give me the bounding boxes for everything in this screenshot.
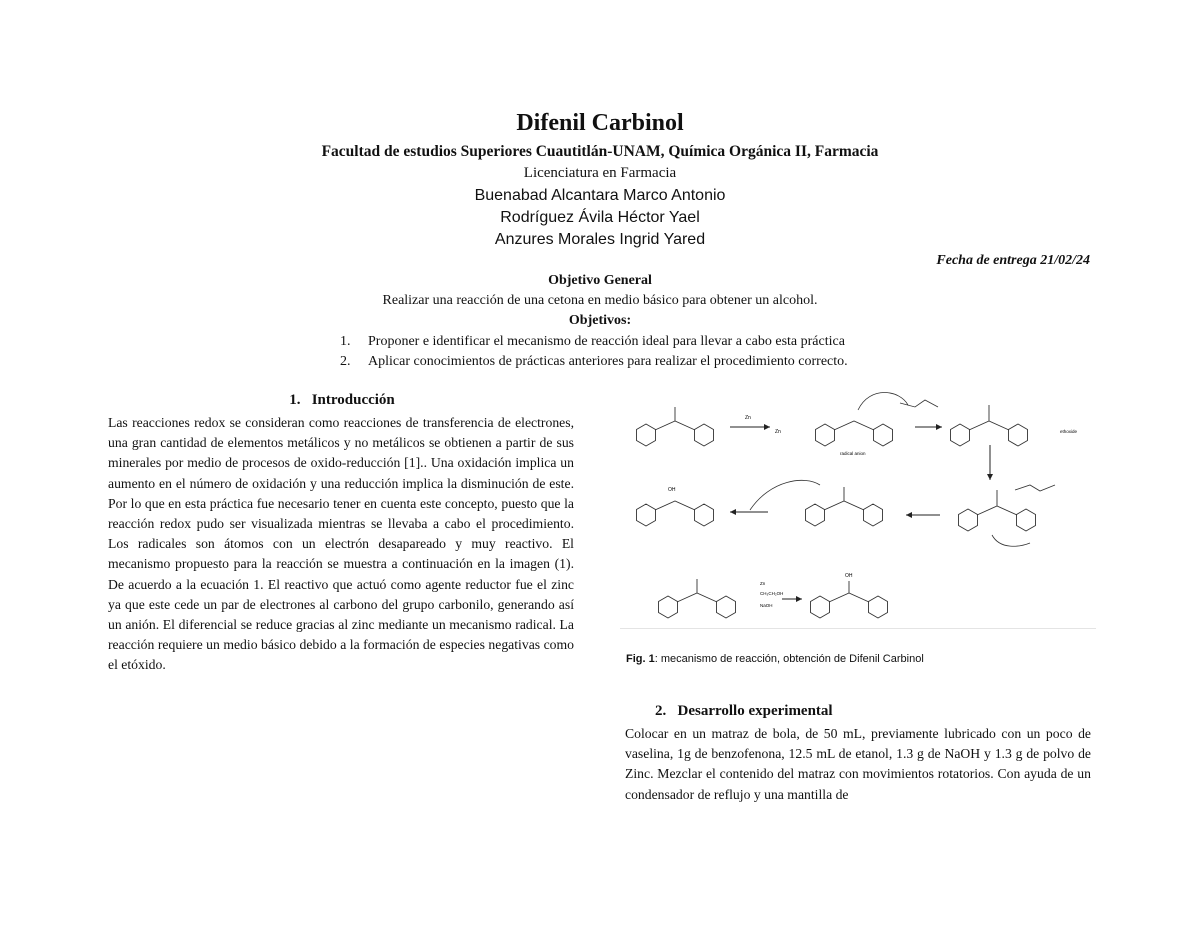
author-2: Rodríguez Ávila Héctor Yael	[500, 209, 700, 226]
electron-arrow	[858, 393, 908, 411]
alkoxide-structure	[951, 405, 1028, 446]
figure-caption: Fig. 1: mecanismo de reacción, obtención de Difenil Carbinol	[626, 653, 924, 665]
section-heading-experimental: 2. Desarrollo experimental	[655, 703, 833, 719]
zn-label: Zn	[775, 429, 781, 435]
author-1: Buenabad Alcantara Marco Antonio	[474, 187, 726, 204]
diphenylcarbinol-final	[811, 573, 888, 618]
diphenylcarbinol-product	[637, 487, 714, 526]
general-objective-text: Realizar una reacción de una cetona en medio básico para obtener un alcohol.	[382, 293, 818, 308]
objective-item: 1. Proponer e identificar el mecanismo de reacción ideal para llevar a cabo esta práctica	[340, 334, 845, 349]
zn-label: Zn	[745, 415, 751, 421]
benzophenone-structure	[637, 407, 714, 446]
reagent-label: NaOH	[760, 603, 773, 608]
intermediate-structure	[806, 487, 883, 526]
faculty-line: Facultad de estudios Superiores Cuautitlán-UNAM, Química Orgánica II, Farmacia	[321, 143, 879, 160]
radical-anion-structure	[816, 421, 893, 456]
figure-divider	[620, 628, 1096, 629]
svg-text:OH: OH	[668, 487, 676, 493]
alkoxide-zinc-complex	[959, 485, 1056, 546]
svg-text:OH: OH	[845, 573, 853, 579]
general-objective-heading: Objetivo General	[548, 273, 652, 288]
degree-line: Licenciatura en Farmacia	[523, 165, 677, 181]
electron-arrow	[750, 480, 820, 510]
reaction-mechanism-figure	[620, 385, 1100, 630]
reagent-label: Zn	[760, 581, 766, 586]
ethoxide-label: ethoxide	[1060, 429, 1078, 434]
author-3: Anzures Morales Ingrid Yared	[494, 231, 706, 248]
radical-anion-label: radical anion	[840, 451, 866, 456]
objectives-list	[340, 332, 848, 372]
document-title: Difenil Carbinol	[516, 110, 684, 136]
benzophenone-reactant	[659, 579, 736, 618]
objective-item: 2. Aplicar conocimientos de prácticas anteriores para realizar el procedimiento correcto.	[340, 354, 848, 369]
experimental-paragraph: Colocar en un matraz de bola, de 50 mL, previamente lubricado con un poco de vaselina, 1g de benzofenona, 12.5 mL de etanol, 1.3 g de NaOH y 1.3 g de polvo de Zinc. Mezclar el contenido del matraz con movimientos rotatorios. Con ayuda de un condensador de reflujo y una mantilla de	[625, 726, 1091, 802]
reagent-label: CH₃CH₂OH	[760, 591, 784, 596]
section-heading-introduction: 1. Introducción	[289, 392, 395, 408]
introduction-paragraph: Las reacciones redox se consideran como reacciones de transferencia de electrones, una gran cantidad de elementos metálicos y no metálicos se obtienen a partir de sus minerales por medio de procesos de oxido-reducción [1].. Una oxidación implica un aumento en el número de oxidación y una reducción implica la disminución de este. Por lo que en esta práctica fue necesario tener en cuenta este concepto, puesto que la reacción redox pudo ser visualizada mientras se llevaba a cabo el procedimiento. Los radicales son átomos con un electrón desapareado y muy reactivo. El mecanismo propuesto para la reacción se muestra a continuación en la imagen (1). De acuerdo a la ecuación 1. El reactivo que actuó como agente reductor fue el zinc ya que este cede un par de electrones al carbono del grupo carbonilo, generando así un anión. El diferencial se reduce gracias al zinc mediante un mecanismo radical. La reacción requiere un medio básico debido a la formación de especies negativas como el etóxido.	[108, 415, 574, 673]
delivery-date: Fecha de entrega 21/02/24	[936, 253, 1090, 268]
specific-objectives-heading: Objetivos:	[568, 313, 632, 328]
